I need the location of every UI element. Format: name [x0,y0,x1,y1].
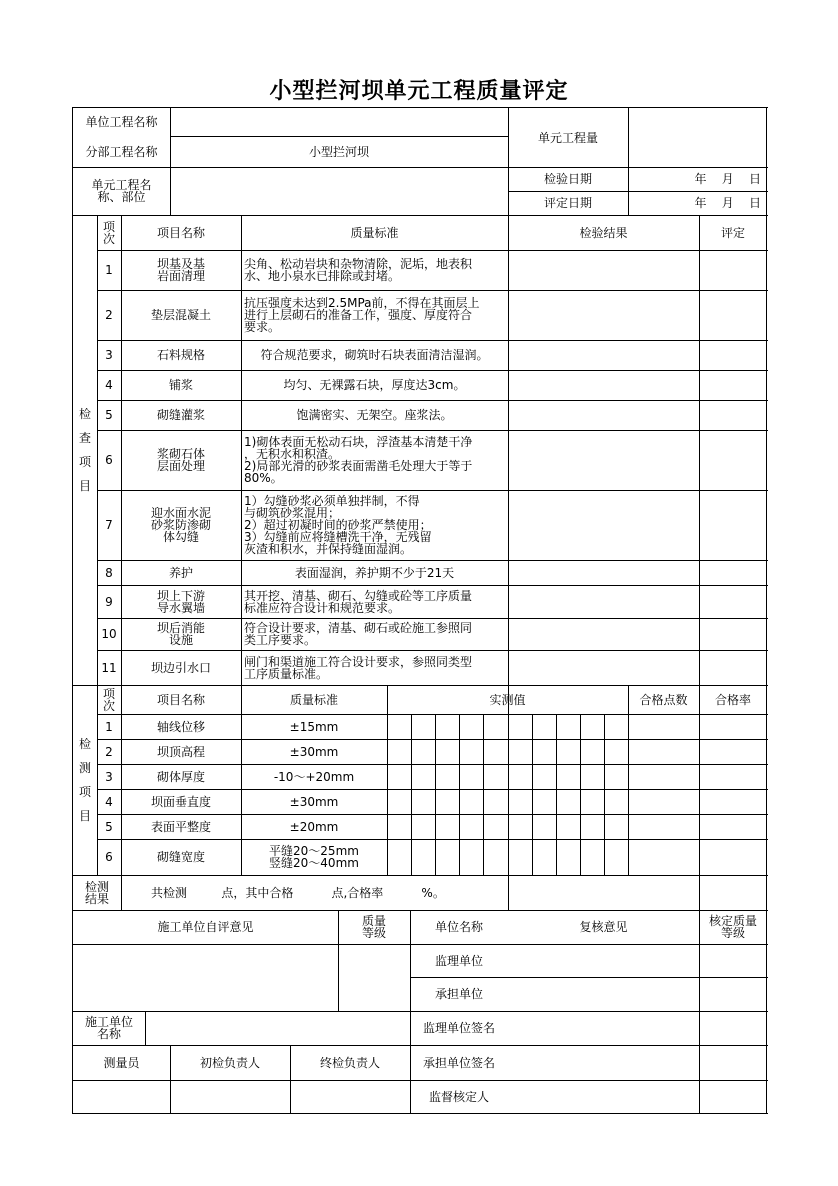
measured-value-cell[interactable] [387,839,411,875]
measured-value-cell[interactable] [411,839,435,875]
check-row-name: 迎水面水泥 砂浆防渗砌 体勾缝 [150,506,211,544]
measure-row-standard: ±30mm [289,744,339,759]
check-row-assessment-field[interactable] [699,290,767,340]
measured-value-cell[interactable] [580,764,604,789]
check-row-no: 8 [105,565,113,580]
verified-grade-label: 核定质量 等级 [708,914,757,940]
assessment-date-label: 评定日期 [543,196,592,210]
check-row-result-field[interactable] [508,560,699,585]
measured-value-cell[interactable] [532,814,556,839]
surveyor-field[interactable] [73,1080,170,1113]
measured-value-cell[interactable] [411,739,435,764]
measured-value-cell[interactable] [604,714,628,739]
supervision-approver-label: 监督核定人 [428,1089,489,1104]
check-row-no: 9 [105,594,113,609]
undertaking-grade-field[interactable] [699,977,767,1011]
check-row-standard: 均匀、无裸露石块，厚度达3cm。 [283,378,466,392]
check-row-assessment-field[interactable] [699,430,767,490]
check-row-no: 6 [105,453,113,467]
check-row-result-field[interactable] [508,250,699,290]
check-row-standard: 饱满密实、无架空。座浆法。 [296,408,453,422]
measured-value-cell[interactable] [580,839,604,875]
check-items-section-label: 检 查 项 目 [78,407,91,493]
measured-value-cell[interactable] [532,739,556,764]
supervisor-review-field[interactable] [508,944,699,977]
check-row-standard: 1）勾缝砂浆必须单独拌制，不得 与砌筑砂浆混用； 2）超过初凝时间的砂浆严禁使用； 3）勾缝前应将缝槽洗干净，无残留 灰渣和积水，并保持缝面湿润。 [244,494,432,556]
measure-row-no: 4 [105,794,113,809]
measure-row-no: 6 [105,850,113,864]
measured-value-cell[interactable] [435,789,459,814]
measured-value-cell[interactable] [459,764,483,789]
undertaking-review-field[interactable] [508,977,699,1011]
check-row-result-field[interactable] [508,650,699,685]
measured-value-cell[interactable] [508,764,532,789]
inspection-date-label: 检验日期 [543,172,592,186]
check-row-no: 4 [105,378,113,392]
measure-row-name: 砌缝宽度 [156,850,205,864]
check-col-assessment: 评定 [720,225,745,240]
measured-value-cell[interactable] [435,839,459,875]
measured-value-cell[interactable] [508,714,532,739]
measure-row-standard: ±15mm [289,719,339,734]
quality-grade-label: 质量 等级 [361,914,386,940]
check-row-standard: 符合规范要求，砌筑时石块表面清洁湿润。 [260,348,489,362]
measure-col-pass-rate: 合格率 [714,692,751,707]
measured-value-cell[interactable] [556,839,580,875]
measure-row-standard: ±30mm [289,794,339,809]
measured-value-cell[interactable] [411,814,435,839]
check-row-standard: 其开挖、清基、砌石、勾缝或砼等工序质量 标准应符合设计和规范要求。 [244,588,473,615]
measure-row-no: 1 [105,719,113,734]
measured-value-cell[interactable] [483,814,508,839]
check-row-assessment-field[interactable] [699,585,767,618]
measured-value-cell[interactable] [580,789,604,814]
measured-value-cell[interactable] [435,764,459,789]
measured-value-cell[interactable] [508,789,532,814]
review-opinion-label: 复核意见 [579,920,628,934]
measured-value-cell[interactable] [435,739,459,764]
assessment-date-field[interactable]: 年 月 日 [694,196,761,210]
measure-col-pass-points: 合格点数 [639,692,688,707]
measured-value-cell[interactable] [508,839,532,875]
measure-row-pass-points-field[interactable] [628,714,699,739]
measured-value-cell[interactable] [459,814,483,839]
measure-row-no: 5 [105,819,113,834]
unit-name-label: 单位名称 [434,920,483,934]
result-label: 检测 结果 [84,879,109,906]
measure-row-no: 3 [105,769,113,784]
measured-value-cell[interactable] [483,839,508,875]
check-row-name: 坝边引水口 [150,660,211,675]
check-row-no: 2 [105,308,113,322]
measured-value-cell[interactable] [435,714,459,739]
measured-value-cell[interactable] [604,814,628,839]
measure-row-standard: ±20mm [289,819,339,834]
element-quantity-field[interactable] [628,108,767,167]
check-row-standard: 尖角、松动岩块和杂物清除，泥垢，地表积 水、地小泉水已排除或封堵。 [244,257,473,283]
supervision-approver-field[interactable] [508,1080,767,1113]
initial-inspector-label: 初检负责人 [199,1055,260,1070]
check-row-assessment-field[interactable] [699,650,767,685]
measured-value-cell[interactable] [508,739,532,764]
check-row-no: 7 [105,518,113,532]
measured-value-cell[interactable] [532,764,556,789]
measured-value-cell[interactable] [556,764,580,789]
final-inspector-label: 终检负责人 [319,1055,380,1070]
check-row-result-field[interactable] [508,290,699,340]
measured-value-cell[interactable] [459,839,483,875]
measure-row-pass-rate-field[interactable] [699,714,767,739]
check-row-result-field[interactable] [508,585,699,618]
measured-value-cell[interactable] [387,714,411,739]
inspection-date-field[interactable]: 年 月 日 [694,172,761,186]
measured-value-cell[interactable] [387,814,411,839]
check-row-result-field[interactable] [508,340,699,370]
check-row-standard: 抗压强度未达到2.5MPa前，不得在其面层上 进行上层砌石的准备工作，强度、厚度符合 要求。 [244,296,480,334]
initial-inspector-field[interactable] [170,1080,290,1113]
final-inspector-field[interactable] [290,1080,410,1113]
check-row-result-field[interactable] [508,400,699,430]
measured-value-cell[interactable] [556,789,580,814]
measured-value-cell[interactable] [411,714,435,739]
measured-value-cell[interactable] [556,739,580,764]
undertaking-unit-label: 承担单位 [434,987,483,1001]
measured-value-cell[interactable] [556,814,580,839]
check-row-no: 11 [101,660,117,675]
measure-col-no: 项 次 [102,686,115,713]
check-row-name: 坝后消能 设施 [156,621,205,647]
self-assessment-opinion-label: 施工单位自评意见 [157,920,254,934]
check-row-assessment-field[interactable] [699,618,767,650]
element-name-field[interactable] [170,167,508,215]
measure-items-section-label: 检 测 项 目 [78,737,91,823]
check-row-result-field[interactable] [508,490,699,560]
result-summary[interactable]: 共检测 点，其中合格 点,合格率 %。 [151,885,445,900]
supervisor-sign-label: 监理单位签名 [422,1021,495,1035]
check-row-name: 坝上下游 导水翼墙 [156,588,205,615]
measure-row-pass-points-field[interactable] [628,814,699,839]
measure-row-pass-points-field[interactable] [628,739,699,764]
check-row-assessment-field[interactable] [699,370,767,400]
check-row-name: 石料规格 [156,348,205,362]
measured-value-cell[interactable] [580,739,604,764]
measured-value-cell[interactable] [580,714,604,739]
measure-row-name: 表面平整度 [150,819,211,834]
measure-row-standard: -10～+20mm [273,769,355,784]
element-quantity-label: 单元工程量 [537,130,598,145]
measured-value-cell[interactable] [483,714,508,739]
measured-value-cell[interactable] [411,764,435,789]
measured-value-cell[interactable] [387,764,411,789]
undertaking-sign-field[interactable] [508,1045,767,1080]
supervisor-unit-label: 监理单位 [434,953,483,968]
measured-value-cell[interactable] [604,839,628,875]
supervisor-grade-field[interactable] [699,944,767,977]
measured-value-cell[interactable] [532,789,556,814]
measured-value-cell[interactable] [604,739,628,764]
measured-value-cell[interactable] [387,789,411,814]
measure-row-pass-rate-field[interactable] [699,764,767,789]
check-row-assessment-field[interactable] [699,490,767,560]
self-assessment-opinion-field[interactable] [73,944,338,1011]
measure-col-measured: 实测值 [489,692,526,707]
measured-value-cell[interactable] [483,739,508,764]
measured-value-cell[interactable] [580,814,604,839]
check-col-no: 项 次 [102,219,115,246]
check-row-name: 坝基及基 岩面清理 [156,257,205,283]
check-row-name: 养护 [168,565,193,580]
measure-row-pass-points-field[interactable] [628,789,699,814]
measured-value-cell[interactable] [604,789,628,814]
check-row-standard: 闸门和渠道施工符合设计要求，参照同类型 工序质量标准。 [244,654,473,681]
measure-row-pass-points-field[interactable] [628,764,699,789]
measured-value-cell[interactable] [411,789,435,814]
measure-row-pass-rate-field[interactable] [699,739,767,764]
surveyor-label: 测量员 [103,1055,140,1070]
check-row-name: 砌缝灌浆 [156,408,205,422]
check-row-result-field[interactable] [508,618,699,650]
measure-row-pass-rate-field[interactable] [699,839,767,875]
measure-row-pass-rate-field[interactable] [699,789,767,814]
measure-col-standard: 质量标准 [289,692,338,707]
check-row-name: 铺浆 [168,378,193,392]
check-row-no: 5 [105,408,113,422]
measured-value-cell[interactable] [508,814,532,839]
measured-value-cell[interactable] [459,789,483,814]
check-row-no: 1 [105,263,113,277]
check-row-no: 10 [101,627,117,641]
check-col-name: 项目名称 [156,225,205,240]
measured-value-cell[interactable] [483,789,508,814]
sub-project-name-field[interactable]: 小型拦河坝 [308,144,369,159]
measured-value-cell[interactable] [435,814,459,839]
measure-row-name: 坝面垂直度 [150,794,211,809]
measure-row-name: 坝顶高程 [156,744,205,759]
check-row-assessment-field[interactable] [699,560,767,585]
measured-value-cell[interactable] [387,739,411,764]
unit-project-name-label: 单位工程名称 [85,115,158,129]
measure-col-name: 项目名称 [156,692,205,707]
contractor-name-label: 施工单位 名称 [84,1015,133,1041]
check-row-assessment-field[interactable] [699,400,767,430]
check-row-assessment-field[interactable] [699,250,767,290]
supervisor-sign-field[interactable] [508,1011,767,1045]
measure-row-pass-points-field[interactable] [628,839,699,875]
check-row-standard: 表面湿润，养护期不少于21天 [294,565,455,580]
check-row-no: 3 [105,348,113,362]
measured-value-cell[interactable] [483,764,508,789]
sub-project-name-label: 分部工程名称 [85,144,158,159]
check-col-standard: 质量标准 [350,225,399,240]
measure-row-standard: 平缝20～25mm 竖缝20～40mm [269,844,359,870]
check-row-name: 浆砌石体 层面处理 [156,447,205,473]
unit-project-name-field[interactable] [170,108,508,136]
contractor-name-field[interactable] [145,1011,410,1045]
check-row-standard: 1)砌体表面无松动石块，浮渣基本清楚干净 ，无积水和积渣。 2)局部光滑的砂浆表面需凿毛处理大于等于 80%。 [244,435,473,485]
check-col-result: 检验结果 [579,225,628,240]
measured-value-cell[interactable] [532,839,556,875]
page-title: 小型拦河坝单元工程质量评定 [269,78,569,104]
measure-row-name: 砌体厚度 [156,769,205,784]
element-name-label: 单元工程名 称、部位 [91,178,152,204]
measured-value-cell[interactable] [459,714,483,739]
check-row-result-field[interactable] [508,430,699,490]
check-row-result-field[interactable] [508,370,699,400]
check-row-name: 垫层混凝土 [150,308,211,322]
measured-value-cell[interactable] [604,764,628,789]
measure-row-pass-rate-field[interactable] [699,814,767,839]
undertaking-sign-label: 承担单位签名 [422,1055,495,1070]
measured-value-cell[interactable] [459,739,483,764]
check-row-assessment-field[interactable] [699,340,767,370]
check-row-standard: 符合设计要求，清基、砌石或砼施工参照同 类工序要求。 [244,621,473,647]
measured-value-cell[interactable] [532,714,556,739]
measure-row-name: 轴线位移 [156,719,205,734]
measured-value-cell[interactable] [556,714,580,739]
quality-grade-field[interactable] [338,944,410,1011]
measure-row-no: 2 [105,744,113,759]
